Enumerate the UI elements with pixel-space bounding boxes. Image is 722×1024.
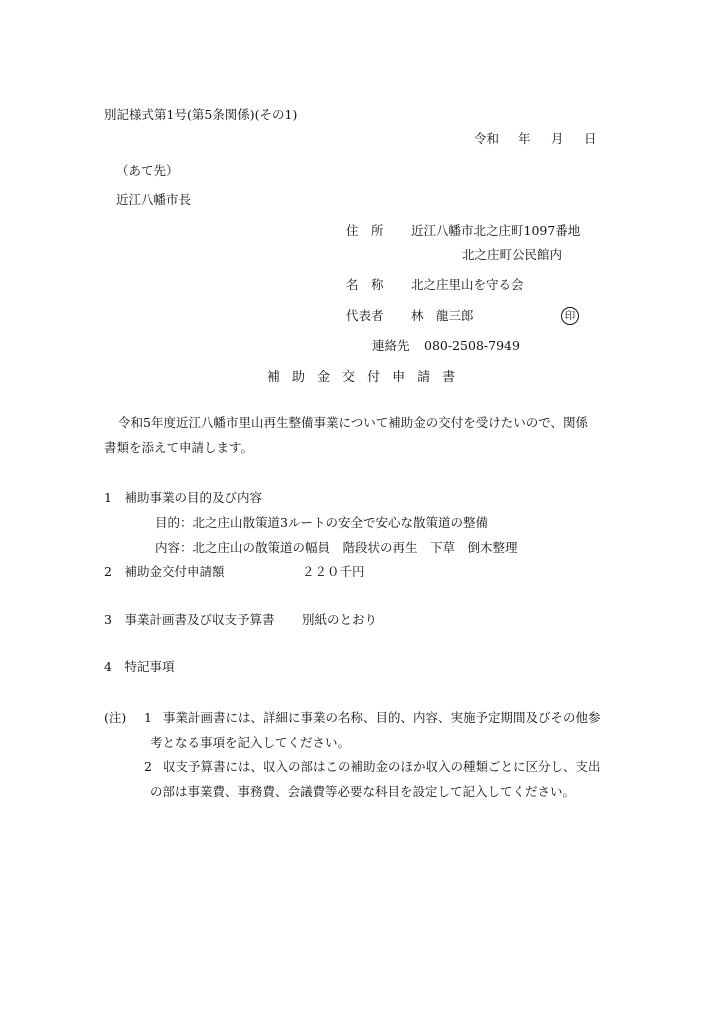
representative-value: 林 龍三郎 [411, 308, 474, 323]
title-char: 金 [317, 370, 331, 385]
addressee-name: 近江八幡市長 [116, 192, 192, 207]
date-day-unit: 日 [584, 131, 597, 146]
form-id: 別記様式第1号(第5条関係)(その1) [104, 107, 298, 122]
item-3-label: 3 事業計画書及び収支予算書 [104, 612, 275, 627]
body-line-2: 書類を添えて申請します。 [104, 440, 254, 455]
note-2-line-1: 収支予算書には、収入の部はこの補助金のほか収入の種類ごとに区分し、支出 [163, 759, 601, 774]
representative-label: 代表者 [346, 308, 384, 323]
date-year-unit: 年 [518, 131, 531, 146]
addressee-label: （あて先） [116, 163, 179, 178]
note-1-line-1: 事業計画書には、詳細に事業の名称、目的、内容、実施予定期間及びその他参 [163, 710, 601, 725]
title-char: 補 [267, 370, 281, 385]
address-label: 住 所 [346, 223, 384, 238]
item-4-label: 4 特記事項 [104, 659, 175, 674]
contact-value: 080-2508-7949 [424, 338, 520, 353]
note-1-line-2: 考となる事項を記入してください。 [150, 735, 351, 750]
date-era: 令和 [474, 131, 500, 146]
contact-label: 連絡先 [372, 338, 410, 353]
notes-label: (注) [104, 710, 127, 725]
title-char: 交 [342, 370, 356, 385]
title-char: 申 [392, 370, 406, 385]
body-line-1: 令和5年度近江八幡市里山再生整備事業について補助金の交付を受けたいので、関係 [118, 415, 588, 430]
item-1-label: 1 補助事業の目的及び内容 [104, 490, 262, 505]
note-1-number: 1 [144, 710, 152, 725]
seal-mark: 印 [561, 307, 579, 325]
item-3-value: 別紙のとおり [302, 612, 378, 627]
address-line2: 北之庄町公民館内 [462, 247, 563, 262]
title-char: 付 [367, 370, 381, 385]
document-title [267, 370, 467, 386]
title-char: 請 [417, 370, 431, 385]
title-char: 書 [442, 370, 456, 385]
note-2-number: 2 [144, 759, 152, 774]
title-char: 助 [292, 370, 306, 385]
org-name-value: 北之庄里山を守る会 [411, 277, 524, 292]
item-2-label: 2 補助金交付申請額 [104, 564, 225, 579]
address-line1: 近江八幡市北之庄町1097番地 [411, 223, 581, 238]
note-2-line-2: の部は事業費、事務費、会議費等必要な科目を設定して記入してください。 [150, 784, 576, 799]
item-2-value: ２２０千円 [302, 564, 365, 579]
item-1-purpose: 目的：北之庄山散策道3ルートの安全で安心な散策道の整備 [155, 515, 488, 530]
item-1-content: 内容：北之庄山の散策道の幅員 階段状の再生 下草 倒木整理 [155, 540, 518, 555]
date-month-unit: 月 [551, 131, 564, 146]
org-name-label: 名 称 [346, 277, 384, 292]
